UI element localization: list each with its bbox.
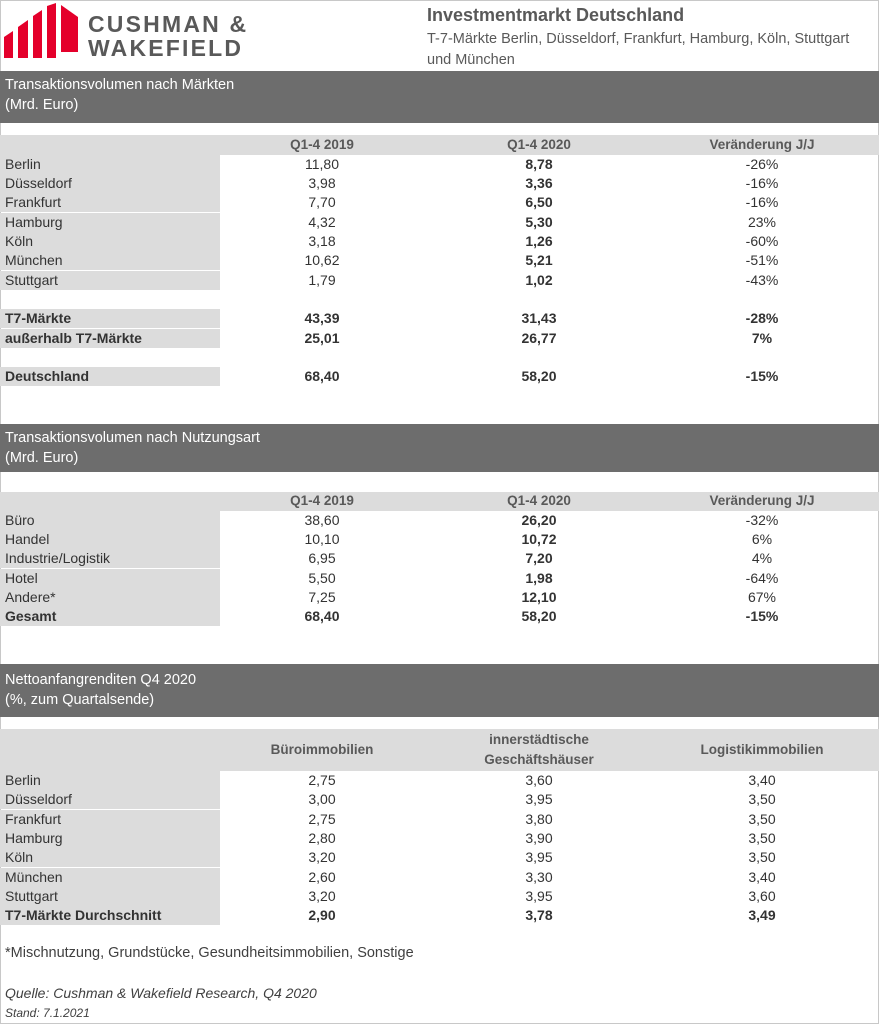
column-header: Büroimmobilien — [270, 742, 374, 757]
brand-line-2: WAKEFIELD — [88, 35, 244, 61]
column-header: innerstädtische — [489, 732, 589, 747]
table-row — [0, 329, 879, 348]
table-cell: 68,40 — [304, 608, 340, 624]
row-label: Industrie/Logistik — [0, 549, 220, 568]
table-row — [0, 607, 879, 626]
table-row — [0, 309, 879, 328]
table-cell: 10,72 — [521, 531, 557, 547]
table-cell: 3,98 — [308, 175, 336, 191]
table-row — [0, 193, 879, 212]
table-row — [0, 549, 879, 568]
table-cell: 3,90 — [525, 830, 553, 846]
table-cell: 3,40 — [748, 869, 776, 885]
table-cell: 3,60 — [525, 772, 553, 788]
row-label: Stuttgart — [0, 887, 220, 906]
row-label: außerhalb T7-Märkte — [0, 329, 220, 348]
row-label: Hamburg — [0, 213, 220, 232]
table-cell: 11,80 — [305, 156, 339, 172]
table-cell: -43% — [745, 272, 779, 288]
row-label: Büro — [0, 511, 220, 530]
table-cell: 3,18 — [308, 233, 336, 249]
table-row — [0, 887, 879, 906]
section-title: Transaktionsvolumen nach Märkten — [5, 77, 235, 93]
table-cell: 2,75 — [308, 772, 336, 788]
table-cell: 8,78 — [525, 156, 553, 172]
table-cell: -28% — [745, 310, 779, 326]
table-cell: 67% — [747, 589, 777, 605]
table-cell: -32% — [745, 512, 779, 528]
table-cell: -51% — [745, 252, 779, 268]
table-cell: 3,30 — [525, 869, 553, 885]
table-cell: 43,39 — [304, 310, 340, 326]
column-header: Logistikimmobilien — [700, 742, 824, 757]
table-cell: 6% — [751, 531, 773, 547]
table-cell: 1,02 — [525, 272, 553, 288]
cushman-wakefield-logo — [4, 3, 78, 58]
document-title: Investmentmarkt Deutschland — [427, 5, 685, 25]
row-label: Hotel — [0, 569, 220, 588]
table-cell: 4,32 — [308, 214, 336, 230]
column-header: Q1-4 2020 — [507, 137, 571, 152]
table-row — [0, 588, 879, 607]
table-row — [0, 232, 879, 251]
table-cell: 26,77 — [521, 330, 557, 346]
row-label: Frankfurt — [0, 193, 220, 212]
table-cell: 7,20 — [525, 550, 553, 566]
row-label: Köln — [0, 232, 220, 251]
section-unit: (%, zum Quartalsende) — [5, 692, 155, 708]
column-header: Q1-4 2019 — [290, 137, 354, 152]
column-header: Geschäftshäuser — [484, 752, 594, 767]
section-header-yields — [0, 664, 879, 717]
table-cell: 3,50 — [748, 811, 776, 827]
table-usage-header — [0, 492, 879, 511]
table-cell: 5,30 — [525, 214, 553, 230]
row-label: München — [0, 251, 220, 270]
date-note: Stand: 7.1.2021 — [5, 1006, 90, 1020]
table-cell: 3,50 — [748, 791, 776, 807]
column-header: Q1-4 2019 — [290, 493, 354, 508]
source-note: Quelle: Cushman & Wakefield Research, Q4 2020 — [5, 985, 317, 1001]
table-row — [0, 868, 879, 887]
row-label: Deutschland — [0, 367, 220, 386]
table-row — [0, 271, 879, 290]
table-row — [0, 251, 879, 270]
table-cell: 4% — [751, 550, 773, 566]
table-cell: 6,95 — [308, 550, 336, 566]
table-cell: 1,79 — [308, 272, 336, 288]
table-cell: -15% — [745, 608, 779, 624]
footnote: *Mischnutzung, Grundstücke, Gesundheitsimmobilien, Sonstige — [5, 945, 414, 961]
table-cell: 58,20 — [521, 368, 557, 384]
table-cell: 31,43 — [521, 310, 557, 326]
row-label: Berlin — [0, 155, 220, 174]
row-label: Stuttgart — [0, 271, 220, 290]
table-cell: 3,20 — [308, 849, 336, 865]
table-cell: 1,26 — [525, 233, 553, 249]
row-label: T7-Märkte — [0, 309, 220, 328]
table-row — [0, 367, 879, 386]
table-cell: -26% — [745, 156, 779, 172]
table-cell: 3,20 — [308, 888, 336, 904]
table-cell: 6,50 — [525, 194, 553, 210]
row-label: Handel — [0, 530, 220, 549]
table-row — [0, 174, 879, 193]
row-label: Köln — [0, 848, 220, 867]
table-cell: 3,60 — [748, 888, 776, 904]
table-cell: 7% — [751, 330, 773, 346]
table-cell: 3,49 — [748, 907, 776, 923]
table-cell: 5,21 — [525, 252, 553, 268]
table-cell: -64% — [745, 570, 779, 586]
table-cell: 1,98 — [525, 570, 553, 586]
table-cell: 3,50 — [748, 849, 776, 865]
table-cell: -16% — [745, 175, 779, 191]
table-cell: 26,20 — [521, 512, 557, 528]
table-yields-header — [0, 729, 879, 771]
row-label: Berlin — [0, 771, 220, 790]
table-cell: 25,01 — [304, 330, 340, 346]
table-cell: -15% — [745, 368, 779, 384]
row-label: T7-Märkte Durchschnitt — [0, 906, 220, 925]
table-cell: 3,95 — [525, 849, 553, 865]
table-cell: 3,50 — [748, 830, 776, 846]
section-title: Transaktionsvolumen nach Nutzungsart — [5, 430, 260, 446]
table-cell: 3,36 — [525, 175, 553, 191]
row-label: Gesamt — [0, 607, 220, 626]
row-label: München — [0, 868, 220, 887]
table-cell: 68,40 — [304, 368, 340, 384]
table-row — [0, 213, 879, 232]
table-cell: 5,50 — [308, 570, 336, 586]
table-row — [0, 530, 879, 549]
table-cell: -60% — [745, 233, 779, 249]
row-label: Düsseldorf — [0, 790, 220, 809]
table-cell: 3,80 — [525, 811, 553, 827]
table-markets-header — [0, 135, 879, 155]
table-cell: 3,40 — [748, 772, 776, 788]
table-row — [0, 906, 879, 925]
table-cell: 7,70 — [308, 194, 336, 210]
table-cell: 10,10 — [304, 531, 340, 547]
section-header-markets — [0, 71, 879, 123]
table-row — [0, 790, 879, 809]
section-unit: (Mrd. Euro) — [5, 97, 79, 113]
table-cell: 38,60 — [304, 512, 340, 528]
table-cell: 58,20 — [521, 608, 557, 624]
table-cell: 2,90 — [308, 907, 336, 923]
section-title: Nettoanfangrenditen Q4 2020 — [5, 672, 197, 688]
table-cell: 3,95 — [525, 888, 553, 904]
document-subtitle: T-7-Märkte Berlin, Düsseldorf, Frankfurt, Hamburg, Köln, Stuttgart und München — [427, 31, 850, 68]
table-row — [0, 771, 879, 790]
table-row — [0, 569, 879, 588]
section-header-usage — [0, 424, 879, 472]
table-cell: 2,80 — [308, 830, 336, 846]
brand-line-1: CUSHMAN & — [88, 11, 249, 37]
table-cell: 2,60 — [308, 869, 336, 885]
row-label: Hamburg — [0, 829, 220, 848]
table-row — [0, 511, 879, 530]
table-cell: 2,75 — [308, 811, 336, 827]
table-cell: 10,62 — [304, 252, 340, 268]
row-label: Düsseldorf — [0, 174, 220, 193]
table-cell: 3,78 — [525, 907, 553, 923]
column-header: Veränderung J/J — [709, 493, 815, 508]
table-row — [0, 829, 879, 848]
table-row — [0, 155, 879, 174]
table-cell: 23% — [747, 214, 777, 230]
table-cell: 12,10 — [521, 589, 557, 605]
row-label: Frankfurt — [0, 810, 220, 829]
section-unit: (Mrd. Euro) — [5, 450, 79, 466]
table-cell: 7,25 — [308, 589, 336, 605]
table-cell: 3,95 — [525, 791, 553, 807]
table-cell: -16% — [745, 194, 779, 210]
table-cell: 3,00 — [308, 791, 336, 807]
column-header: Q1-4 2020 — [507, 493, 571, 508]
brand-name — [88, 12, 248, 60]
row-label: Andere* — [0, 588, 220, 607]
table-row — [0, 810, 879, 829]
column-header: Veränderung J/J — [709, 137, 815, 152]
table-row — [0, 848, 879, 867]
